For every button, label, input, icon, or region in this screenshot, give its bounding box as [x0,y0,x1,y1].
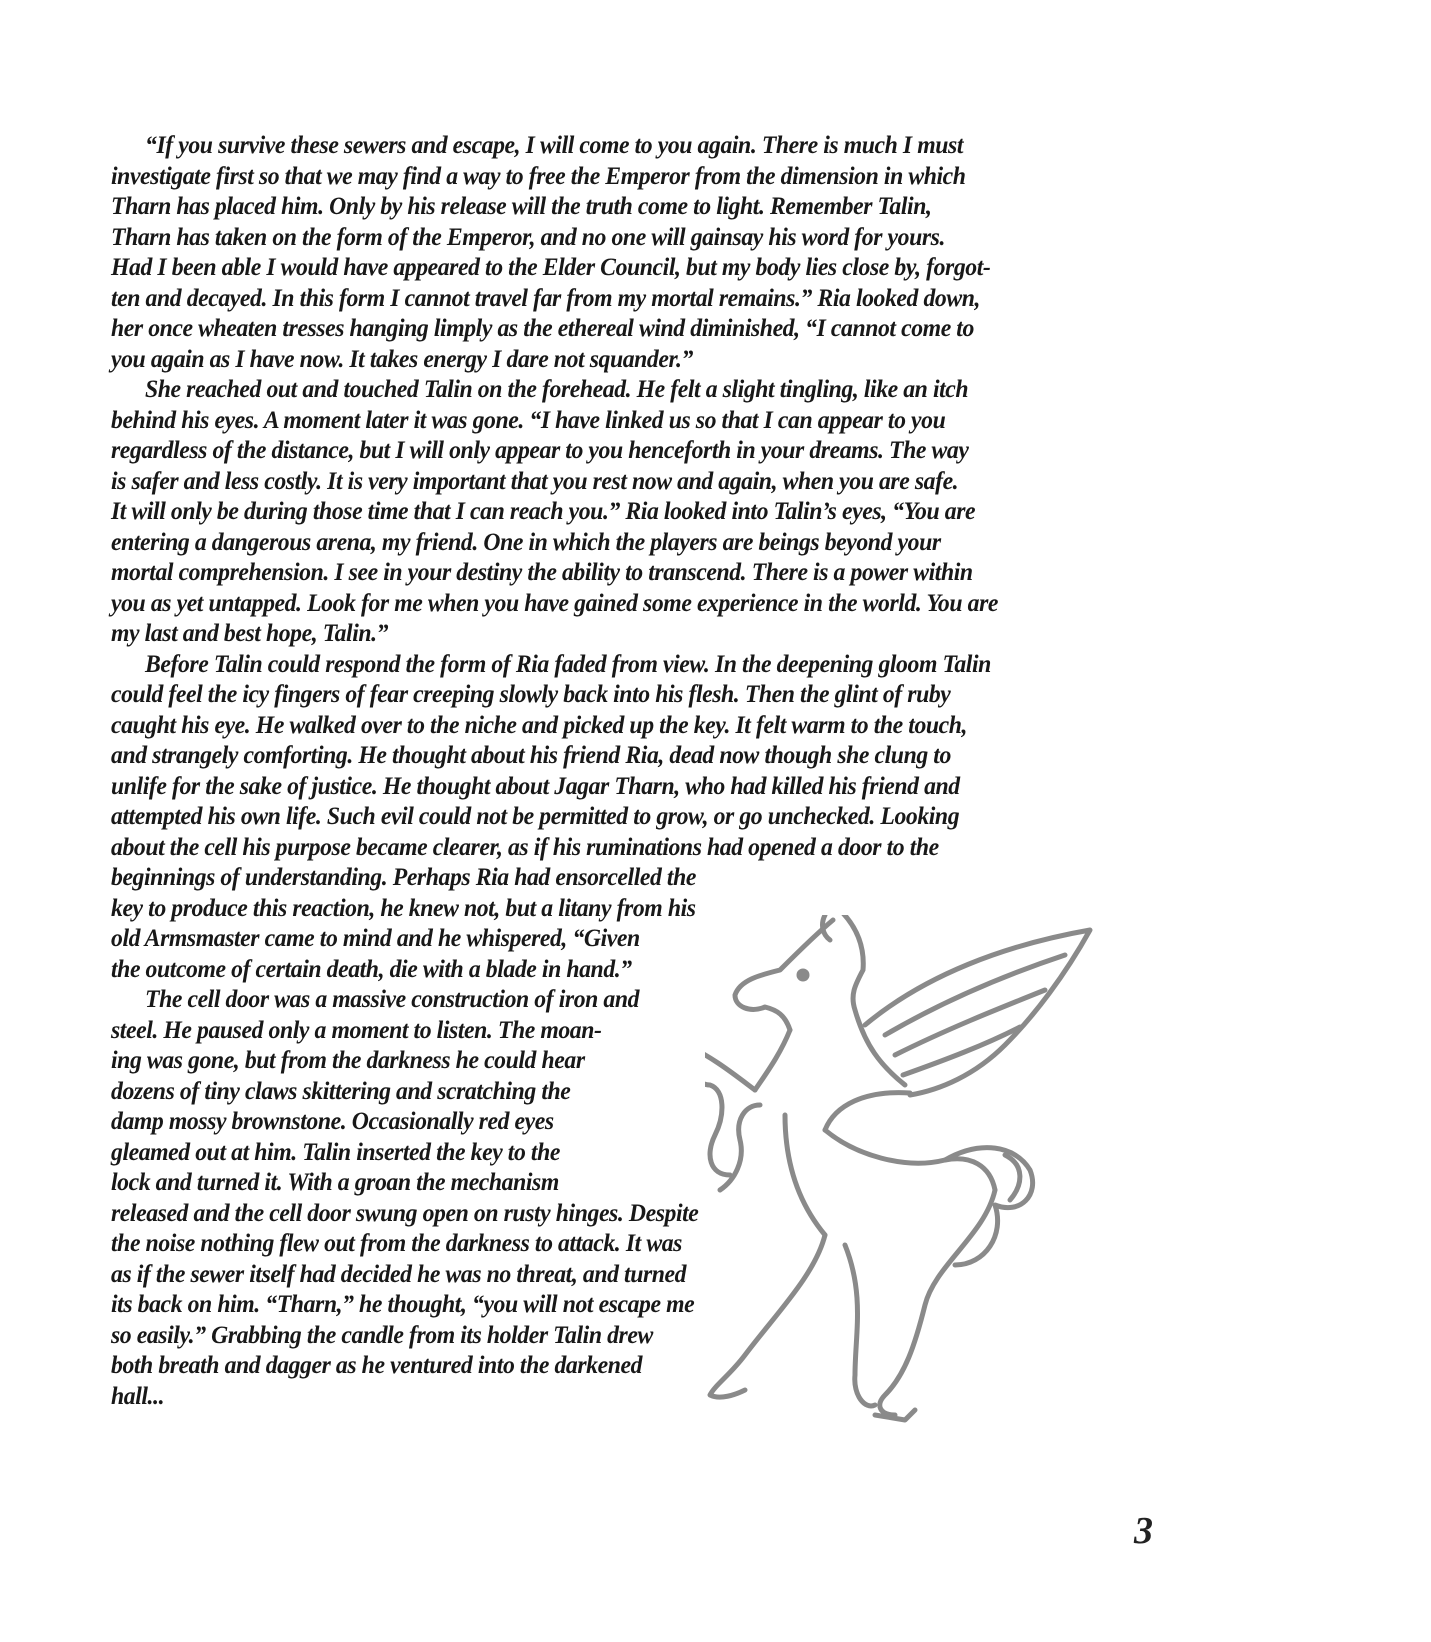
text-line: could feel the icy fingers of fear creeping slowly back into his flesh. Then the glint of ruby [111,679,951,708]
text-line: entering a dangerous arena, my friend. One in which the players are beings beyond your [111,527,941,556]
text-line: mortal comprehension. I see in your destiny the ability to transcend. There is a power within [111,557,973,586]
text-line: regardless of the distance, but I will only appear to you henceforth in your dreams. The way [111,435,969,464]
text-line: released and the cell door swung open on rusty hinges. Despite [111,1198,699,1227]
text-line: It will only be during those time that I can reach you.” Ria looked into Talin’s eyes, “You are [111,496,976,525]
text-line: She reached out and touched Talin on the forehead. He felt a slight tingling, like an itch [145,374,969,403]
text-line: ing was gone, but from the darkness he could hear [111,1045,585,1074]
text-line: Tharn has taken on the form of the Emperor, and no one will gainsay his word for yours. [111,222,945,251]
text-line: caught his eye. He walked over to the niche and picked up the key. It felt warm to the touch, [111,710,968,739]
text-line: investigate first so that we may find a way to free the Emperor from the dimension in which [111,161,966,190]
text-line: as if the sewer itself had decided he was no threat, and turned [111,1259,687,1288]
text-line: “If you survive these sewers and escape, I will come to you again. There is much I must [145,130,963,159]
text-line: The cell door was a massive construction of iron and [145,984,640,1013]
text-line: beginnings of understanding. Perhaps Ria had ensorcelled the [111,862,696,891]
text-line: the noise nothing flew out from the darkness to attack. It was [111,1228,682,1257]
text-line: you again as I have now. It takes energy I dare not squander.” [111,344,693,373]
text-line: ten and decayed. In this form I cannot travel far from my mortal remains.” Ria looked down, [111,283,981,312]
text-line: dozens of tiny claws skittering and scratching the [111,1076,571,1105]
text-line: my last and best hope, Talin.” [111,618,389,647]
text-line: lock and turned it. With a groan the mechanism [111,1167,559,1196]
text-line: the outcome of certain death, die with a blade in hand.” [111,954,632,983]
text-line: steel. He paused only a moment to listen. The moan- [111,1015,602,1044]
text-line: you as yet untapped. Look for me when you have gained some experience in the world. You are [111,588,999,617]
text-line: unlife for the sake of justice. He thought about Jagar Tharn, who had killed his friend and [111,771,960,800]
text-line: and strangely comforting. He thought about his friend Ria, dead now though she clung to [111,740,951,769]
text-line: Before Talin could respond the form of Ria faded from view. In the deepening gloom Talin [145,649,991,678]
text-line: old Armsmaster came to mind and he whispered, “Given [111,923,640,952]
text-line: about the cell his purpose became clearer, as if his ruminations had opened a door to the [111,832,939,861]
text-line: its back on him. “Tharn,” he thought, “you will not escape me [111,1289,695,1318]
text-line: both breath and dagger as he ventured into the darkened [111,1350,643,1379]
text-line: her once wheaten tresses hanging limply as the ethereal wind diminished, “I cannot come to [111,313,974,342]
text-line: hall... [111,1381,165,1410]
text-line: is safer and less costly. It is very important that you rest now and again, when you are safe. [111,466,959,495]
text-line: damp mossy brownstone. Occasionally red eyes [111,1106,554,1135]
page-number: 3 [1134,1510,1153,1552]
text-line: Had I been able I would have appeared to the Elder Council, but my body lies close by, forgot- [111,252,991,281]
text-line: gleamed out at him. Talin inserted the key to the [111,1137,560,1166]
text-line: attempted his own life. Such evil could not be permitted to grow, or go unchecked. Looking [111,801,960,830]
text-line: Tharn has placed him. Only by his release will the truth come to light. Remember Talin, [111,191,932,220]
text-line: behind his eyes. A moment later it was gone. “I have linked us so that I can appear to you [111,405,946,434]
text-line: so easily.” Grabbing the candle from its holder Talin drew [111,1320,653,1349]
text-line: key to produce this reaction, he knew not, but a litany from his [111,893,696,922]
pegasus-icon [705,915,1155,1475]
